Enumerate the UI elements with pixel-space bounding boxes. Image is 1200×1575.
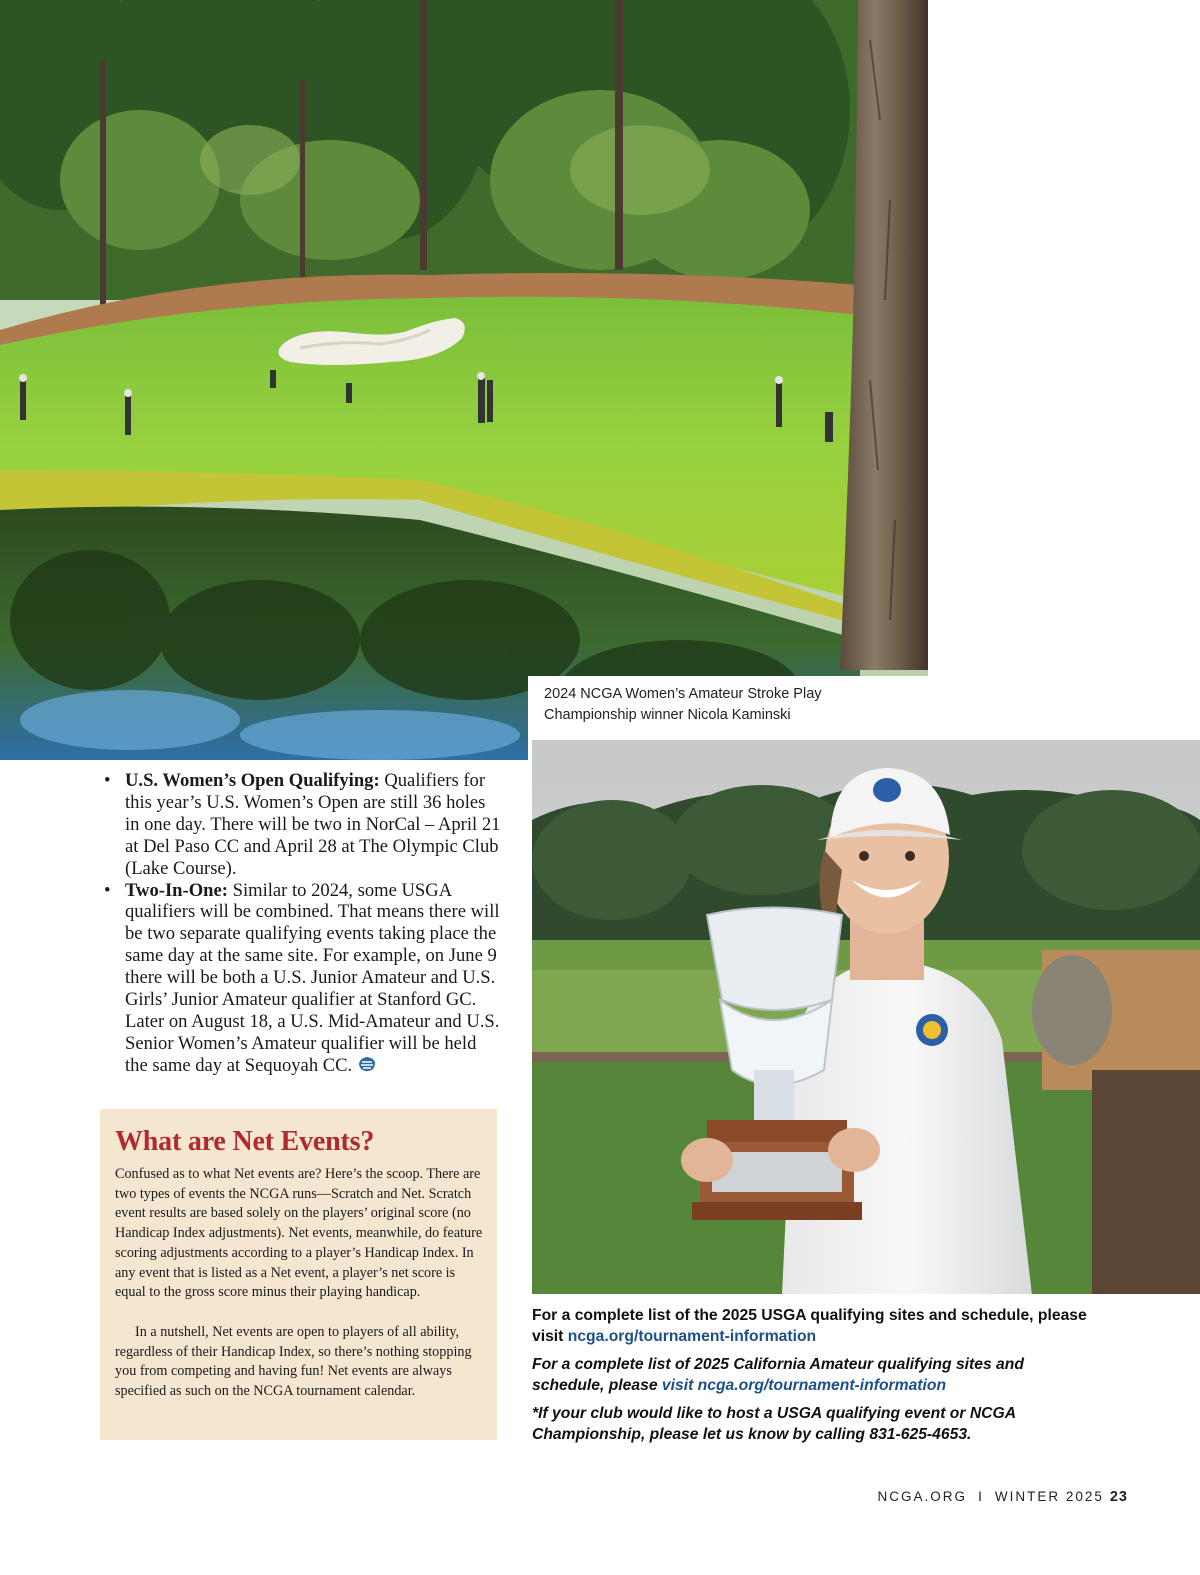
california-amateur-note [532, 1354, 1092, 1396]
list-item-lead: U.S. Women’s Open Qualifying: [125, 770, 380, 791]
winner-photo-panel [528, 676, 1200, 1294]
net-events-sidebar [100, 1109, 497, 1440]
net-events-title: What are Net Events? [115, 1126, 375, 1157]
golf-course-photo [0, 0, 928, 760]
bullet-icon: • [104, 879, 111, 901]
list-item [102, 770, 502, 880]
footer-separator: I [978, 1489, 984, 1504]
page-number: 23 [1109, 1489, 1128, 1505]
list-item-lead: Two-In-One: [125, 879, 228, 901]
footer-site: NCGA.ORG [877, 1489, 968, 1504]
bullet-icon: • [104, 770, 111, 791]
net-events-paragraph-1: Confused as to what Net events are? Here’s the scoop. There are two types of events the NCGA runs—Scratch and Net. Scratch event results are based solely on the players’ original score (no Handicap Index adjustments). Net events, meanwhile, do feature scoring adjustments according to a player’s Handicap Index. In any event that is listed as a Net event, a player’s net score is equal to the gross score minus their playing handicap. [115, 1166, 483, 1301]
photo-caption-line2: Championship winner Nicola Kaminski [544, 707, 791, 723]
usga-qualifying-notes [102, 770, 502, 1077]
photo-caption-line1: 2024 NCGA Women’s Amateur Stroke Play [544, 686, 822, 702]
list-item-text: Qualifiers for this year’s U.S. Women’s Open are still 36 holes in one day. There will be two in NorCal – April 21 at Del Paso CC and April 28 at The Olympic Club (Lake Course). [125, 770, 501, 879]
usga-schedule-link[interactable]: ncga.org/tournament-information [567, 1328, 817, 1345]
net-events-paragraph-2: In a nutshell, Net events are open to players of all ability, regardless of their Handicap Index, so there’s nothing stopping you from competing and having fun! Net events are always specified as such on the NCGA tournament calendar. [115, 1324, 472, 1400]
usga-schedule-note [532, 1305, 1092, 1347]
photo-caption [544, 684, 944, 726]
california-amateur-link[interactable]: visit ncga.org/tournament-information [661, 1377, 947, 1394]
list-item-text: Similar to 2024, some USGA qualifiers will be combined. That means there will be two separate qualifying events taking place the same day at the same site. For example, on June 9 there will be both a U.S. Junior Amateur and U.S. Girls’ Junior Amateur qualifier at Stanford GC. Later on August 18, a U.S. Mid-Amateur and U.S. Senior Women’s Amateur qualifier will be held the same day at Sequoyah CC. [125, 879, 500, 1076]
footer-issue: WINTER 2025 [994, 1489, 1104, 1504]
winner-illustration [532, 740, 1200, 1294]
winner-photo [532, 740, 1200, 1294]
usga-schedule-text: For a complete list of the 2025 USGA qualifying sites and schedule, please visit [532, 1307, 1087, 1345]
ncga-end-mark-icon [358, 1056, 376, 1072]
page-footer [878, 1489, 1128, 1505]
california-amateur-text: For a complete list of 2025 California Amateur qualifying sites and schedule, please [532, 1356, 1024, 1394]
golf-course-illustration [0, 0, 928, 760]
list-item [102, 880, 502, 1077]
host-event-note: *If your club would like to host a USGA qualifying event or NCGA Championship, please let us know by calling 831-625-4653. [532, 1405, 1016, 1443]
